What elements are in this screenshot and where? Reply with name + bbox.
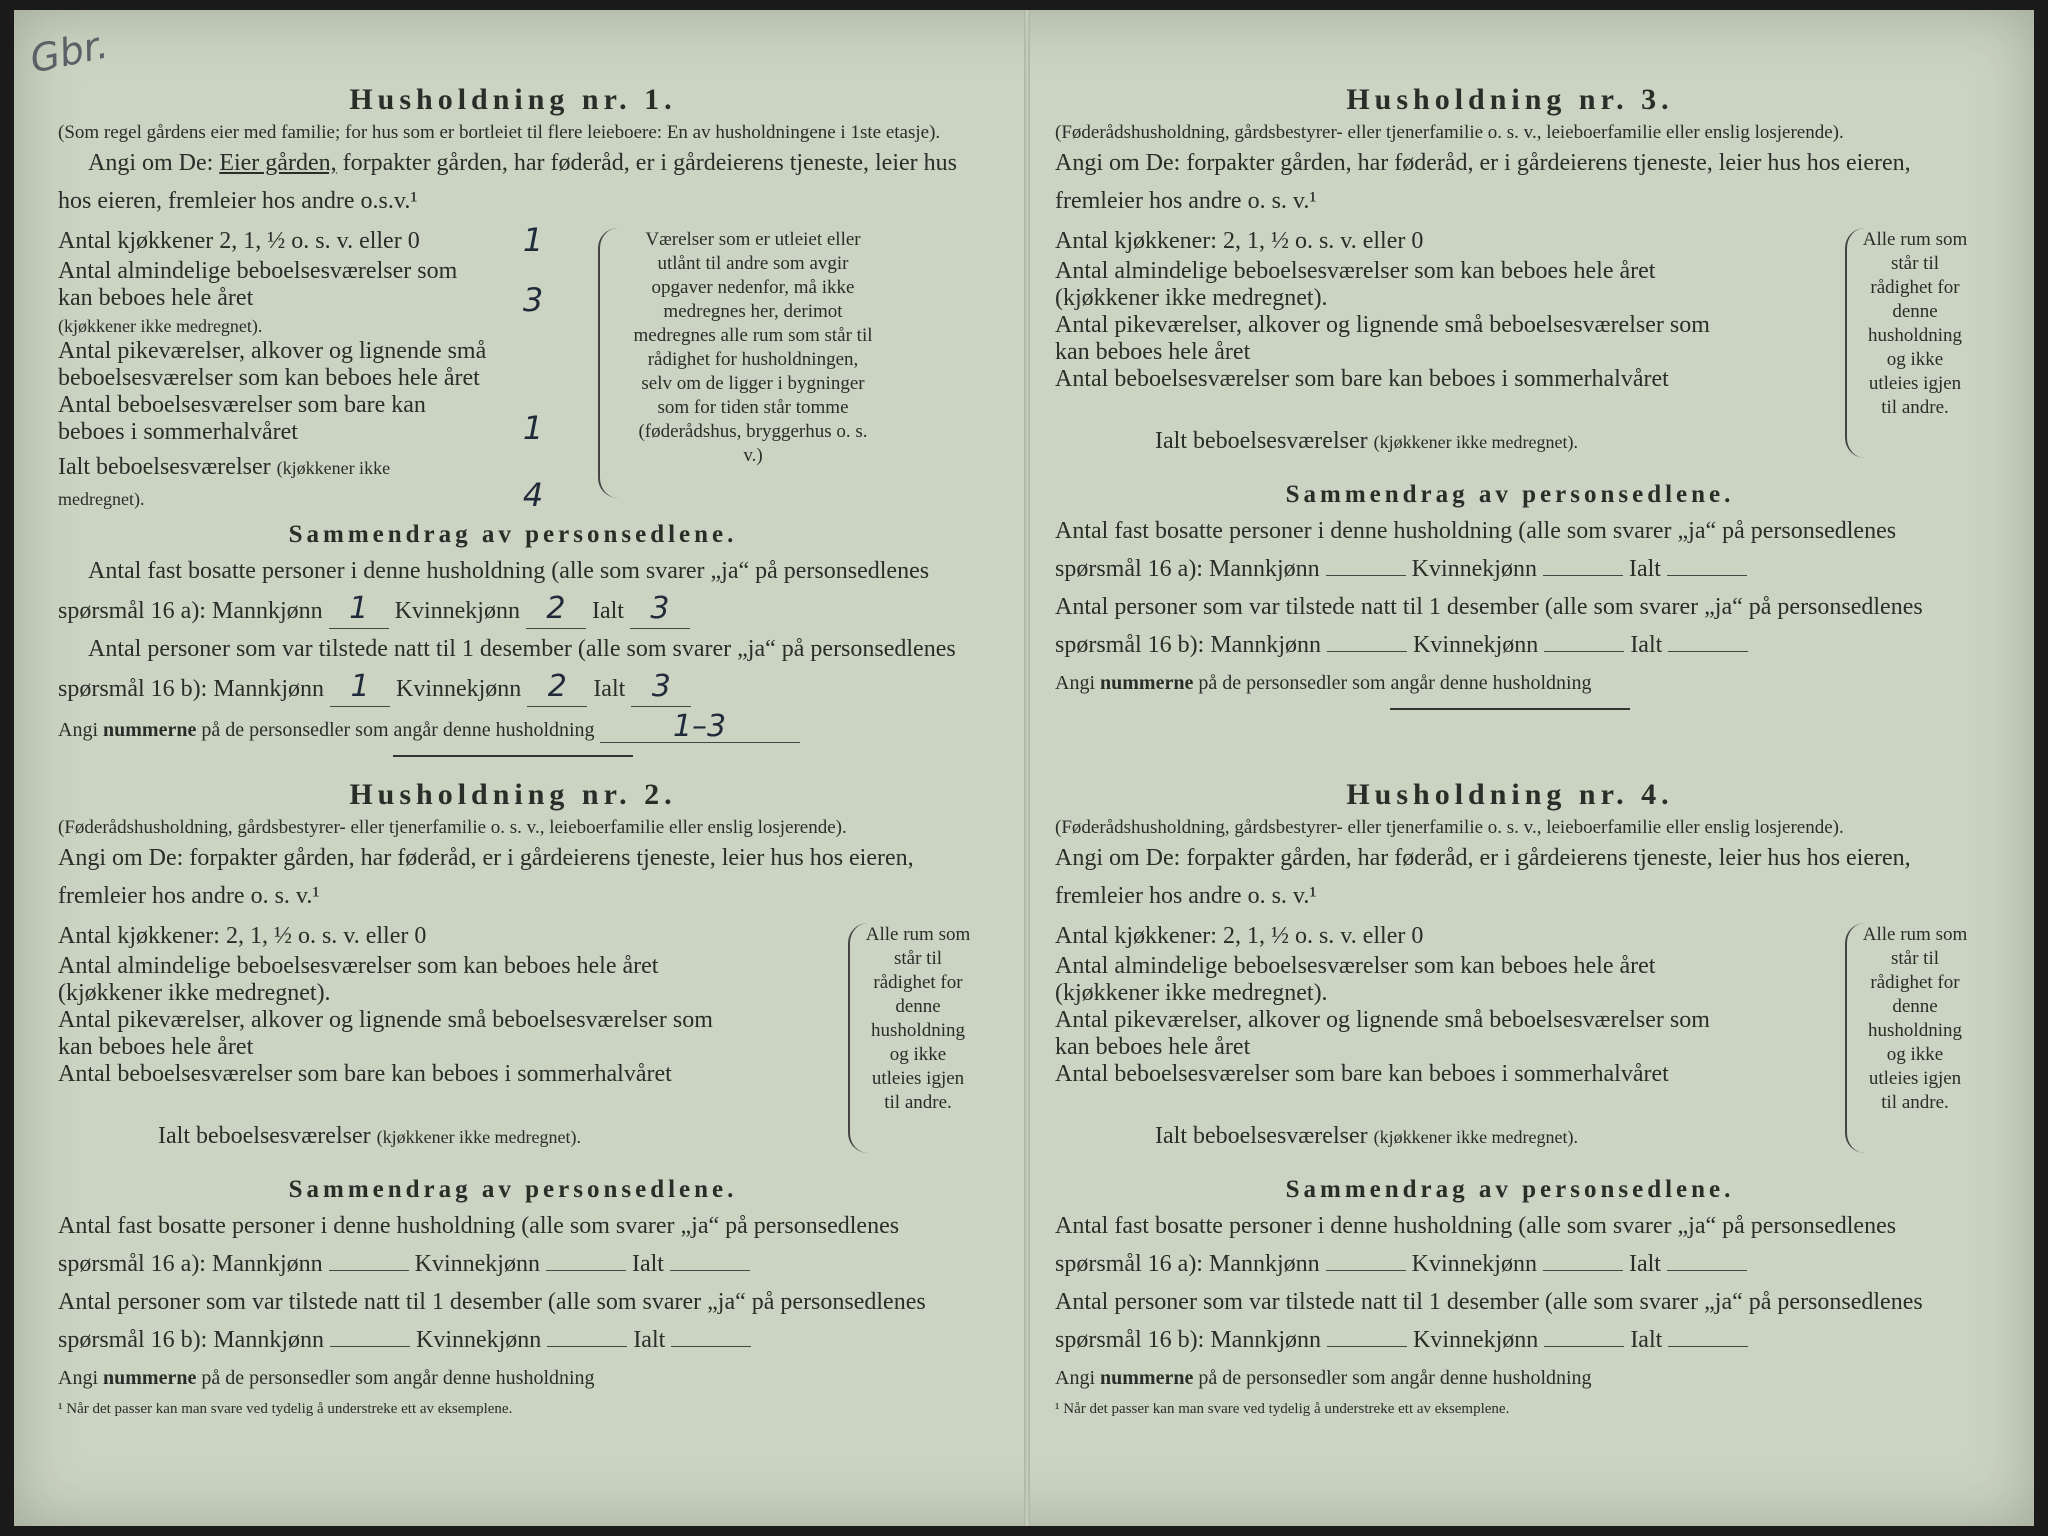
female-label: Kvinnekjønn — [1411, 556, 1537, 582]
num-bold: nummerne — [1100, 1367, 1194, 1389]
room-value: 3 — [522, 281, 544, 319]
household-4-fast — [1055, 1207, 1965, 1283]
household-4-note: (Føderådshusholdning, gårdsbestyrer- eller tjenerfamilie o. s. v., leieboerfamilie eller enslig losjerende). — [1055, 817, 1844, 838]
household-2-natt — [58, 1283, 968, 1359]
rooms-list — [58, 221, 588, 514]
ialt-sub: (kjøkkener ikke medregnet). — [1373, 432, 1579, 452]
total-label: Ialt — [1628, 1251, 1661, 1277]
household-1-title: Husholdning nr. 1. — [349, 83, 677, 116]
blank — [671, 1346, 751, 1347]
natt-text: Antal personer som var tilstede natt til 1 desember (alle som svarer „ja“ på personsedlenes spørsmål 16 b): Mannkjønn — [58, 1289, 926, 1353]
natt-total-value: 3 — [631, 668, 691, 707]
blank — [1667, 1270, 1747, 1271]
natt-text: Antal personer som var tilstede natt til 1 desember (alle som svarer „ja“ på personsedlenes spørsmål 16 b): Mannkjønn — [1055, 594, 1923, 658]
fast-male-value: 1 — [329, 590, 389, 629]
num-post: på de personsedler som angår denne husholdning — [1198, 1367, 1592, 1389]
ialt-sub: (kjøkkener ikke medregnet). — [58, 458, 391, 509]
household-2-note: (Føderådshusholdning, gårdsbestyrer- eller tjenerfamilie o. s. v., leieboerfamilie eller enslig losjerende). — [58, 817, 847, 838]
household-2-title: Husholdning nr. 2. — [349, 778, 677, 811]
blank — [546, 1270, 626, 1271]
household-1-numbers — [58, 709, 968, 745]
ialt-row — [58, 452, 588, 514]
room-value: 1 — [522, 409, 544, 447]
brace — [598, 228, 624, 498]
room-row: Antal almindelige beboelsesværelser som kan beboes hele året (kjøkkener ikke medregnet). — [1055, 258, 1656, 311]
natt-female-value: 2 — [527, 668, 587, 707]
natt-text: Antal personer som var tilstede natt til 1 desember (alle som svarer „ja“ på personsedlenes spørsmål 16 b): Mannkjønn — [58, 636, 956, 702]
household-4-angi: Angi om De: forpakter gården, har føderåd, er i gårdeierens tjeneste, leier hus hos eieren, fremleier hos andre o. s. v.¹ — [1055, 845, 1911, 909]
rooms-list — [58, 923, 718, 1152]
household-1-note: (Som regel gårdens eier med familie; for hus som er bortleiet til flere leieboere: En av husholdningene i 1ste etasje). — [58, 122, 941, 143]
room-row: Antal pikeværelser, alkover og lignende små beboelsesværelser som kan beboes hele året — [1055, 1007, 1710, 1060]
blank — [1543, 575, 1623, 576]
page-fold — [1024, 10, 1030, 1526]
blank — [1668, 651, 1748, 652]
household-1-side-note: Værelser som er utleiet eller utlånt til andre som avgir opgaver nedenfor, må ikke medregnes her, derimot medregnes alle rum som står til rådighet for husholdningen, selv om de ligger i bygninger som for tiden står tomme (føderådshus, bryggerhus o. s. v.) — [633, 229, 873, 466]
household-2-numbers — [58, 1363, 968, 1393]
num-bold: nummerne — [103, 1367, 197, 1389]
fast-female-value: 2 — [526, 590, 586, 629]
separator — [1390, 708, 1630, 710]
female-label: Kvinnekjønn — [1411, 1251, 1537, 1277]
room-value: 1 — [522, 221, 544, 259]
ialt-sub: (kjøkkener ikke medregnet). — [376, 1127, 582, 1147]
room-label: Antal kjøkkener 2, 1, ½ o. s. v. eller 0 — [58, 228, 420, 254]
room-row — [58, 221, 588, 259]
household-1-fast — [58, 552, 968, 630]
blank — [1544, 1346, 1624, 1347]
num-post: på de personsedler som angår denne husholdning — [1198, 672, 1592, 694]
ialt-sub: (kjøkkener ikke medregnet). — [1373, 1127, 1579, 1147]
blank — [1667, 575, 1747, 576]
ialt-row — [58, 1121, 718, 1152]
angi-rest: forpakter gården, har føderåd, er i gårdeierens tjeneste, leier hus hos eieren, fremleier hos andre o.s.v.¹ — [58, 150, 957, 214]
ialt-value: 4 — [522, 476, 544, 514]
ialt-label: Ialt beboelsesværelser — [1155, 428, 1368, 454]
fast-total-value: 3 — [630, 590, 690, 629]
fast-text: Antal fast bosatte personer i denne husholdning (alle som svarer „ja“ på personsedlenes spørsmål 16 a): Mannkjønn — [1055, 518, 1897, 582]
num-pre: Angi — [1055, 672, 1095, 694]
household-4-side-note: Alle rum som står til rådighet for denne husholdning og ikke utleies igjen til andre. — [1862, 924, 1968, 1113]
blank — [1544, 651, 1624, 652]
ialt-label: Ialt beboelsesværelser — [1155, 1123, 1368, 1149]
household-4 — [1055, 775, 1968, 1434]
room-row: Antal pikeværelser, alkover og lignende små beboelsesværelser som kan beboes hele året — [1055, 312, 1710, 365]
ialt-row — [1055, 426, 1715, 457]
angi-underlined-answer: Eier gården, — [219, 150, 337, 176]
fast-text: Antal fast bosatte personer i denne husholdning (alle som svarer „ja“ på personsedlenes spørsmål 16 a): Mannkjønn — [1055, 1213, 1897, 1277]
total-label: Ialt — [1628, 556, 1661, 582]
household-3 — [1055, 80, 1968, 710]
room-row — [58, 338, 588, 392]
num-pre: Angi — [1055, 1367, 1095, 1389]
blank — [1543, 1270, 1623, 1271]
blank — [1326, 575, 1406, 576]
blank — [1327, 651, 1407, 652]
room-row: Antal beboelsesværelser som bare kan beboes i sommerhalvåret — [1055, 1061, 1669, 1087]
household-2-summary-heading: Sammendrag av personsedlene. — [288, 1176, 738, 1203]
blank — [330, 1346, 410, 1347]
household-4-summary-heading: Sammendrag av personsedlene. — [1285, 1176, 1735, 1203]
total-label: Ialt — [1630, 1327, 1663, 1353]
footnote: ¹ Når det passer kan man svare ved tydelig å understreke ett av eksemplene. — [58, 1401, 513, 1417]
room-row — [58, 392, 588, 446]
total-label: Ialt — [593, 676, 626, 702]
household-3-fast — [1055, 512, 1965, 588]
blank — [547, 1346, 627, 1347]
household-3-natt — [1055, 588, 1965, 664]
room-label: Antal almindelige beboelsesværelser som kan beboes hele året — [58, 258, 458, 311]
natt-text: Antal personer som var tilstede natt til 1 desember (alle som svarer „ja“ på personsedlenes spørsmål 16 b): Mannkjønn — [1055, 1289, 1923, 1353]
household-1-rooms — [58, 221, 968, 514]
room-sub: (kjøkkener ikke medregnet). — [58, 316, 263, 336]
num-post: på de personsedler som angår denne husholdning — [201, 1367, 595, 1389]
household-3-summary-heading: Sammendrag av personsedlene. — [1285, 481, 1735, 508]
room-row — [58, 258, 588, 338]
household-2 — [58, 775, 971, 1434]
blank — [329, 1270, 409, 1271]
room-row: Antal almindelige beboelsesværelser som kan beboes hele året (kjøkkener ikke medregnet). — [1055, 953, 1656, 1006]
household-3-angi: Angi om De: forpakter gården, har føderåd, er i gårdeierens tjeneste, leier hus hos eieren, fremleier hos andre o. s. v.¹ — [1055, 150, 1911, 214]
household-3-title: Husholdning nr. 3. — [1346, 83, 1674, 116]
total-label: Ialt — [631, 1251, 664, 1277]
room-row: Antal almindelige beboelsesværelser som kan beboes hele året (kjøkkener ikke medregnet). — [58, 953, 659, 1006]
household-1-number-value: 1–3 — [600, 712, 800, 743]
ialt-label: Ialt beboelsesværelser — [58, 454, 271, 480]
room-row: Antal pikeværelser, alkover og lignende små beboelsesværelser som kan beboes hele året — [58, 1007, 713, 1060]
natt-male-value: 1 — [330, 668, 390, 707]
household-3-rooms — [1055, 228, 1968, 468]
household-2-side-note: Alle rum som står til rådighet for denne husholdning og ikke utleies igjen til andre. — [865, 924, 971, 1113]
separator — [393, 755, 633, 757]
blank — [1326, 1270, 1406, 1271]
household-3-side-note: Alle rum som står til rådighet for denne husholdning og ikke utleies igjen til andre. — [1862, 229, 1968, 418]
total-label: Ialt — [633, 1327, 666, 1353]
rooms-list — [1055, 228, 1715, 457]
total-label: Ialt — [1630, 632, 1663, 658]
num-bold: nummerne — [103, 719, 197, 741]
household-4-numbers — [1055, 1363, 1965, 1393]
room-row: Antal kjøkkener: 2, 1, ½ o. s. v. eller 0 — [1055, 923, 1424, 949]
ialt-row — [1055, 1121, 1715, 1152]
household-4-rooms — [1055, 923, 1968, 1163]
blank — [670, 1270, 750, 1271]
room-row: Antal kjøkkener: 2, 1, ½ o. s. v. eller 0 — [1055, 228, 1424, 254]
household-2-fast — [58, 1207, 968, 1283]
room-label: Antal beboelsesværelser som bare kan beboes i sommerhalvåret — [58, 392, 426, 445]
household-3-note: (Føderådshusholdning, gårdsbestyrer- eller tjenerfamilie o. s. v., leieboerfamilie eller enslig losjerende). — [1055, 122, 1844, 143]
corner-handwritten-note: Gbr. — [26, 22, 112, 82]
household-4-natt — [1055, 1283, 1965, 1359]
room-row: Antal beboelsesværelser som bare kan beboes i sommerhalvåret — [58, 1061, 672, 1087]
household-4-title: Husholdning nr. 4. — [1346, 778, 1674, 811]
room-row: Antal kjøkkener: 2, 1, ½ o. s. v. eller 0 — [58, 923, 427, 949]
blank — [1327, 1346, 1407, 1347]
household-1-angi — [58, 144, 968, 220]
num-post: på de personsedler som angår denne husholdning — [201, 719, 595, 741]
household-2-angi: Angi om De: forpakter gården, har føderåd, er i gårdeierens tjeneste, leier hus hos eieren, fremleier hos andre o. s. v.¹ — [58, 845, 914, 909]
blank — [1668, 1346, 1748, 1347]
female-label: Kvinnekjønn — [1412, 1327, 1539, 1353]
ialt-label: Ialt beboelsesværelser — [158, 1123, 371, 1149]
footnote: ¹ Når det passer kan man svare ved tydelig å understreke ett av eksemplene. — [1055, 1401, 1510, 1417]
fast-text: Antal fast bosatte personer i denne husholdning (alle som svarer „ja“ på personsedlenes spørsmål 16 a): Mannkjønn — [58, 1213, 900, 1277]
household-1-summary-heading: Sammendrag av personsedlene. — [288, 521, 738, 548]
room-label: Antal pikeværelser, alkover og lignende små beboelsesværelser som kan beboes hele året — [58, 338, 487, 391]
female-label: Kvinnekjønn — [395, 676, 522, 702]
num-bold: nummerne — [1100, 672, 1194, 694]
female-label: Kvinnekjønn — [1412, 632, 1539, 658]
room-row: Antal beboelsesværelser som bare kan beboes i sommerhalvåret — [1055, 366, 1669, 392]
female-label: Kvinnekjønn — [394, 598, 520, 624]
female-label: Kvinnekjønn — [414, 1251, 540, 1277]
num-pre: Angi — [58, 719, 98, 741]
household-3-numbers — [1055, 668, 1965, 698]
fast-text: Antal fast bosatte personer i denne husholdning (alle som svarer „ja“ på personsedlenes spørsmål 16 a): Mannkjønn — [58, 558, 930, 624]
rooms-list — [1055, 923, 1715, 1152]
household-2-rooms — [58, 923, 971, 1163]
num-pre: Angi — [58, 1367, 98, 1389]
household-1-natt — [58, 630, 968, 708]
female-label: Kvinnekjønn — [415, 1327, 542, 1353]
total-label: Ialt — [591, 598, 624, 624]
angi-prefix: Angi om De: — [88, 150, 214, 176]
household-1 — [58, 80, 968, 757]
